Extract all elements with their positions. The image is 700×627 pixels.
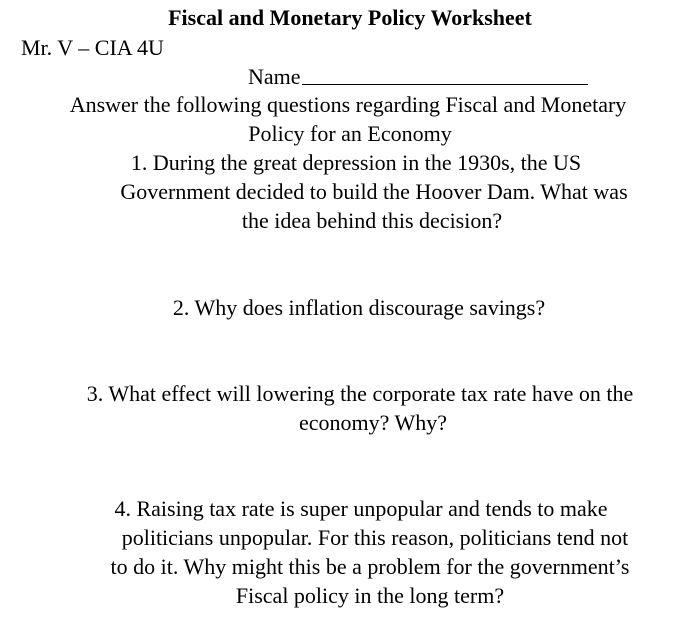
- instructions-line: Policy for an Economy: [248, 121, 452, 146]
- name-label: Name: [248, 64, 301, 89]
- question-line: Government decided to build the Hoover Dam. What was: [120, 179, 628, 204]
- question-line: the idea behind this decision?: [241, 208, 503, 233]
- question-line: 3. What effect will lowering the corporate tax rate have on the: [86, 381, 634, 406]
- name-blank-line[interactable]: [302, 62, 588, 85]
- course-label: Mr. V – CIA 4U: [21, 35, 164, 60]
- question-line: politicians unpopular. For this reason, politicians tend not: [121, 525, 629, 550]
- question-line: economy? Why?: [298, 410, 448, 435]
- question-line: 1. During the great depression in the 1930s, the US: [130, 150, 582, 175]
- instructions-line: Answer the following questions regarding Fiscal and Monetary: [69, 92, 627, 117]
- question-line: Fiscal policy in the long term?: [235, 583, 505, 608]
- question-line: 4. Raising tax rate is super unpopular and tends to make: [114, 496, 608, 521]
- question-line: to do it. Why might this be a problem for the government’s: [110, 554, 630, 579]
- page-title: Fiscal and Monetary Policy Worksheet: [168, 5, 532, 30]
- question-line: 2. Why does inflation discourage savings?: [172, 295, 546, 320]
- name-field[interactable]: [248, 62, 588, 91]
